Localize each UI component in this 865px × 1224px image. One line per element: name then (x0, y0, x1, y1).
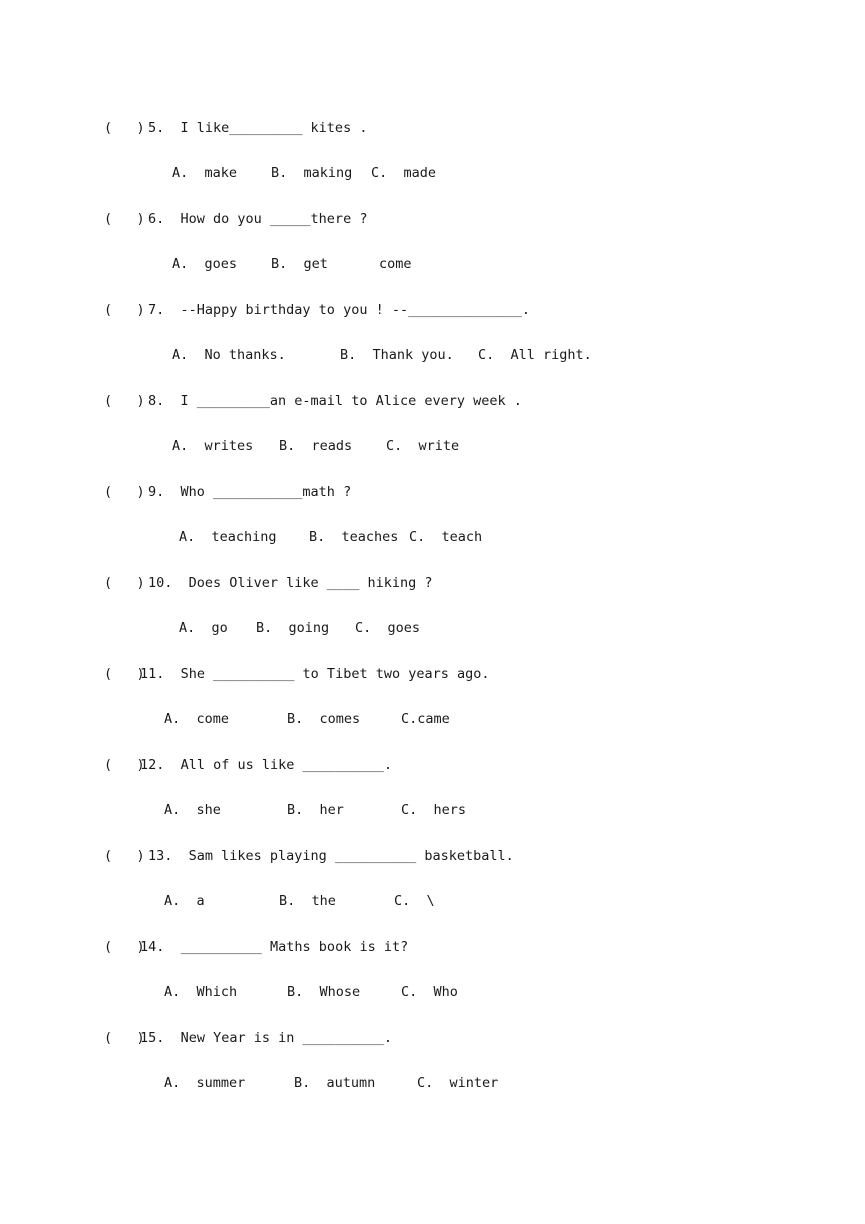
option-a[interactable]: A. summer (164, 1075, 246, 1091)
question-stem: 15. New Year is in __________. (140, 1030, 392, 1046)
answer-paren[interactable]: ( ) (104, 666, 145, 682)
option-b[interactable]: B. Thank you. (340, 347, 454, 363)
question-6 (0, 210, 368, 228)
option-b[interactable]: B. going (256, 620, 330, 636)
answer-paren[interactable]: ( ) (104, 211, 145, 227)
option-b[interactable]: B. her (287, 802, 344, 818)
answer-paren[interactable]: ( ) (104, 575, 145, 591)
question-12 (0, 756, 392, 774)
options-13 (0, 892, 435, 910)
option-a[interactable]: A. she (164, 802, 221, 818)
options-12 (0, 801, 467, 819)
question-stem: 10. Does Oliver like ____ hiking ? (148, 575, 433, 591)
question-stem: 13. Sam likes playing __________ basketball. (148, 848, 514, 864)
option-c[interactable]: C. teach (409, 529, 483, 545)
question-15 (0, 1029, 392, 1047)
option-a[interactable]: A. goes (172, 256, 238, 272)
question-13 (0, 847, 514, 865)
option-a[interactable]: A. go (179, 620, 228, 636)
question-14 (0, 938, 409, 956)
options-7 (0, 346, 592, 364)
answer-paren[interactable]: ( ) (104, 302, 145, 318)
option-c[interactable]: C. write (386, 438, 460, 454)
answer-paren[interactable]: ( ) (104, 939, 145, 955)
option-a[interactable]: A. a (164, 893, 205, 909)
option-a[interactable]: A. teaching (179, 529, 277, 545)
question-stem: 5. I like_________ kites . (148, 120, 368, 136)
question-5 (0, 119, 368, 137)
option-a[interactable]: A. Which (164, 984, 238, 1000)
options-14 (0, 983, 458, 1001)
option-b[interactable]: B. making (271, 165, 353, 181)
option-c[interactable]: C. made (371, 165, 437, 181)
options-15 (0, 1074, 499, 1092)
option-c[interactable]: come (379, 256, 412, 272)
option-b[interactable]: B. Whose (287, 984, 361, 1000)
option-a[interactable]: A. make (172, 165, 238, 181)
option-c[interactable]: C.came (401, 711, 450, 727)
question-10 (0, 574, 433, 592)
question-stem: 12. All of us like __________. (140, 757, 392, 773)
option-a[interactable]: A. writes (172, 438, 254, 454)
question-11 (0, 665, 490, 683)
option-b[interactable]: B. the (279, 893, 336, 909)
question-stem: 11. She __________ to Tibet two years ago. (140, 666, 490, 682)
option-a[interactable]: A. come (164, 711, 230, 727)
question-stem: 7. --Happy birthday to you ! --______________. (148, 302, 531, 318)
options-9 (0, 528, 483, 546)
question-stem: 9. Who ___________math ? (148, 484, 352, 500)
option-c[interactable]: C. \ (394, 893, 435, 909)
options-6 (0, 255, 412, 273)
options-5 (0, 164, 437, 182)
question-9 (0, 483, 352, 501)
options-8 (0, 437, 460, 455)
answer-paren[interactable]: ( ) (104, 848, 145, 864)
option-b[interactable]: B. comes (287, 711, 361, 727)
answer-paren[interactable]: ( ) (104, 1030, 145, 1046)
option-c[interactable]: C. Who (401, 984, 458, 1000)
answer-paren[interactable]: ( ) (104, 484, 145, 500)
question-7 (0, 301, 531, 319)
answer-paren[interactable]: ( ) (104, 757, 145, 773)
option-c[interactable]: C. goes (355, 620, 421, 636)
option-c[interactable]: C. All right. (478, 347, 592, 363)
question-8 (0, 392, 522, 410)
option-b[interactable]: B. teaches (309, 529, 399, 545)
question-stem: 6. How do you _____there ? (148, 211, 368, 227)
options-11 (0, 710, 450, 728)
option-b[interactable]: B. reads (279, 438, 353, 454)
answer-paren[interactable]: ( ) (104, 120, 145, 136)
answer-paren[interactable]: ( ) (104, 393, 145, 409)
option-c[interactable]: C. winter (417, 1075, 499, 1091)
option-a[interactable]: A. No thanks. (172, 347, 286, 363)
option-b[interactable]: B. autumn (294, 1075, 376, 1091)
question-stem: 8. I _________an e-mail to Alice every week . (148, 393, 522, 409)
option-b[interactable]: B. get (271, 256, 328, 272)
option-c[interactable]: C. hers (401, 802, 467, 818)
question-stem: 14. __________ Maths book is it? (140, 939, 409, 955)
options-10 (0, 619, 421, 637)
